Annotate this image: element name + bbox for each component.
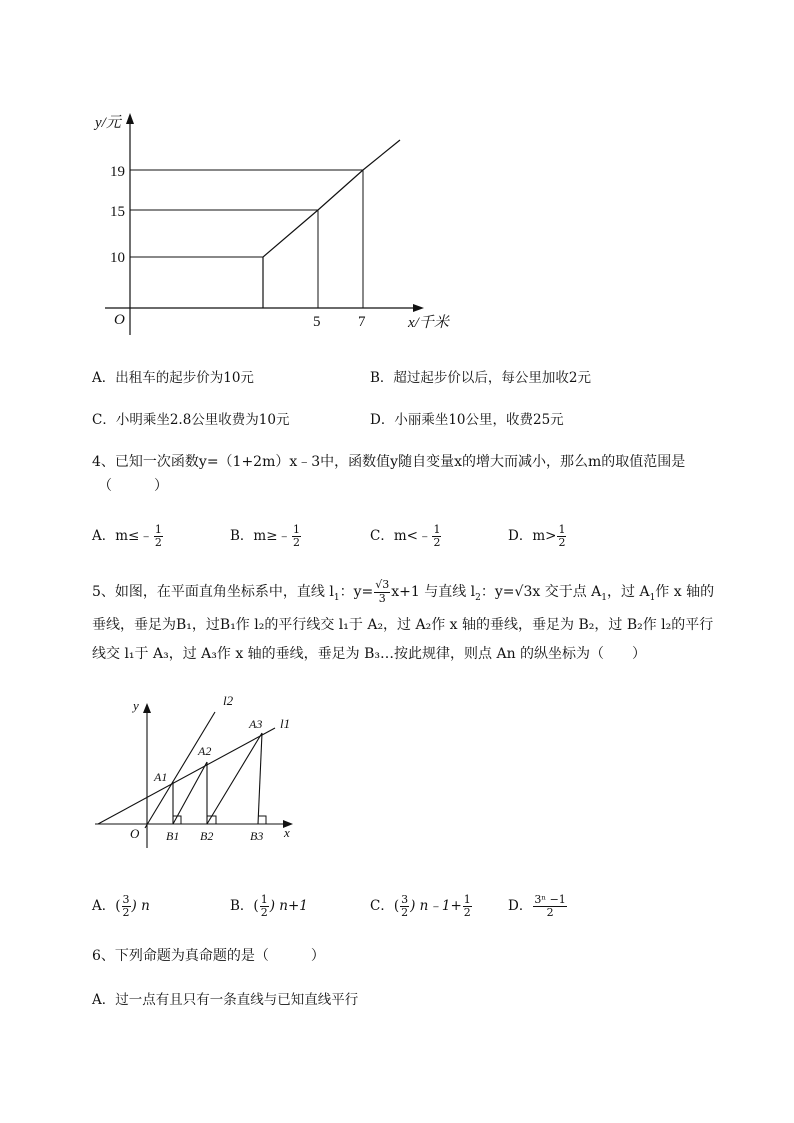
segment-a3-b3 (258, 733, 262, 824)
x-axis-label: x/千米 (408, 315, 449, 331)
line-l1 (98, 728, 275, 824)
q5-option-d-prefix: D． (508, 898, 533, 915)
q4-option-a[interactable] (92, 524, 164, 549)
q5-stem-line3: 线交 l₁于 A₃，过 A₃作 x 轴的垂线，垂足为 B₃…按此规律，则点 An 的纵坐标为（ ） (92, 646, 647, 662)
x-tick-7: 7 (358, 314, 366, 330)
label-b3: B3 (250, 829, 264, 843)
fare-line (263, 140, 400, 308)
x-tick-5: 5 (313, 314, 321, 330)
label-b1: B1 (166, 829, 180, 843)
label-b2: B2 (200, 829, 214, 843)
y-tick-15: 15 (110, 204, 125, 220)
fraction: $\frac{3}{2}$ (401, 893, 409, 920)
fraction: $\frac{\text{3ⁿ −1}}{2}$ (534, 893, 566, 920)
q5-figure (90, 690, 305, 850)
right-angle-b3 (258, 816, 266, 824)
q4-option-d-text: D．m> (508, 528, 557, 545)
q5-option-d[interactable] (508, 894, 568, 919)
q5-stem-line1: 5、如图，在平面直角坐标系中，直线 $l_1$：y= $\frac{√3}{3}$ x+1 与直线 $l_2$：y=√3x 交于点 $A_1$，过 $A_1$作 x 轴的 (92, 578, 715, 605)
q5-stem-line2: 垂线，垂足为B₁，过B₁作 l₂的平行线交 l₁于 A₂，过 A₂作 x 轴的垂线，垂足为 B₂，过 B₂作 l₂的平行 (92, 617, 714, 633)
q4-option-d[interactable] (508, 524, 567, 549)
q4-option-c[interactable] (370, 524, 442, 549)
q3-option-b[interactable]: B．超过起步价以后，每公里加收2元 (370, 370, 592, 386)
y-axis-arrow (143, 703, 151, 713)
q4-option-a-text: A．m≤﹣ (92, 528, 153, 545)
segment-b2-a3 (207, 733, 262, 824)
fraction: $\frac{3}{2}$ (122, 893, 130, 920)
label-a2: A2 (198, 744, 212, 758)
fraction: $\frac{1}{2}$ (260, 893, 268, 920)
y-tick-19: 19 (110, 164, 125, 180)
fraction: $\frac{1}{2}$ (558, 523, 566, 550)
label-origin: O (130, 826, 140, 841)
fraction: $\frac{1}{2}$ (293, 523, 301, 550)
fraction: $\frac{1}{2}$ (433, 523, 441, 550)
segment-b1-a2 (173, 762, 207, 824)
q5-option-c-prefix: C．( (370, 898, 400, 915)
q6-option-a[interactable]: A．过一点有且只有一条直线与已知直线平行 (92, 992, 359, 1008)
q5-option-c[interactable] (370, 894, 473, 919)
label-y: y (133, 698, 139, 713)
q4-stem-line1: 4、已知一次函数y=（1+2m）x﹣3中，函数值y随自变量x的增大而减小，那么m的取值范围是 (92, 454, 686, 470)
label-x: x (284, 825, 290, 840)
q3-option-c[interactable]: C．小明乘坐2.8公里收费为10元 (92, 412, 290, 428)
y-tick-10: 10 (110, 250, 125, 266)
label-a3: A3 (249, 717, 263, 731)
q5-option-a-tail: ) n (131, 898, 150, 915)
fraction: $\frac{√3}{3}$ (375, 578, 390, 605)
q5-option-b[interactable] (230, 894, 308, 919)
q3-option-a[interactable]: A．出租车的起步价为10元 (92, 370, 254, 386)
q6-stem: 6、下列命题为真命题的是（ ） (92, 948, 325, 964)
q5-option-a[interactable] (92, 894, 150, 919)
q5-option-a-prefix: A．( (92, 898, 121, 915)
q3-option-d[interactable]: D．小丽乘坐10公里，收费25元 (370, 412, 564, 428)
label-l2: l2 (223, 693, 234, 708)
q4-option-c-text: C．m<﹣ (370, 528, 432, 545)
y-axis-arrow (126, 113, 134, 124)
q4-option-b[interactable] (230, 524, 302, 549)
q4-option-b-text: B．m≥﹣ (230, 528, 292, 545)
y-axis-label: y/元 (95, 115, 121, 131)
q4-stem-line2: （ ） (98, 478, 168, 494)
fraction: $\frac{1}{2}$ (154, 523, 162, 550)
fraction: $\frac{1}{2}$ (463, 893, 471, 920)
q5-option-c-tail: ) n﹣1+ (410, 898, 462, 915)
label-l1: l1 (280, 716, 291, 731)
fare-graph (90, 105, 470, 340)
label-a1: A1 (154, 770, 168, 784)
q5-option-b-tail: ) n+1 (269, 898, 308, 915)
origin-label: O (114, 312, 125, 328)
q5-option-b-prefix: B．( (230, 898, 259, 915)
x-axis-arrow (413, 304, 424, 312)
